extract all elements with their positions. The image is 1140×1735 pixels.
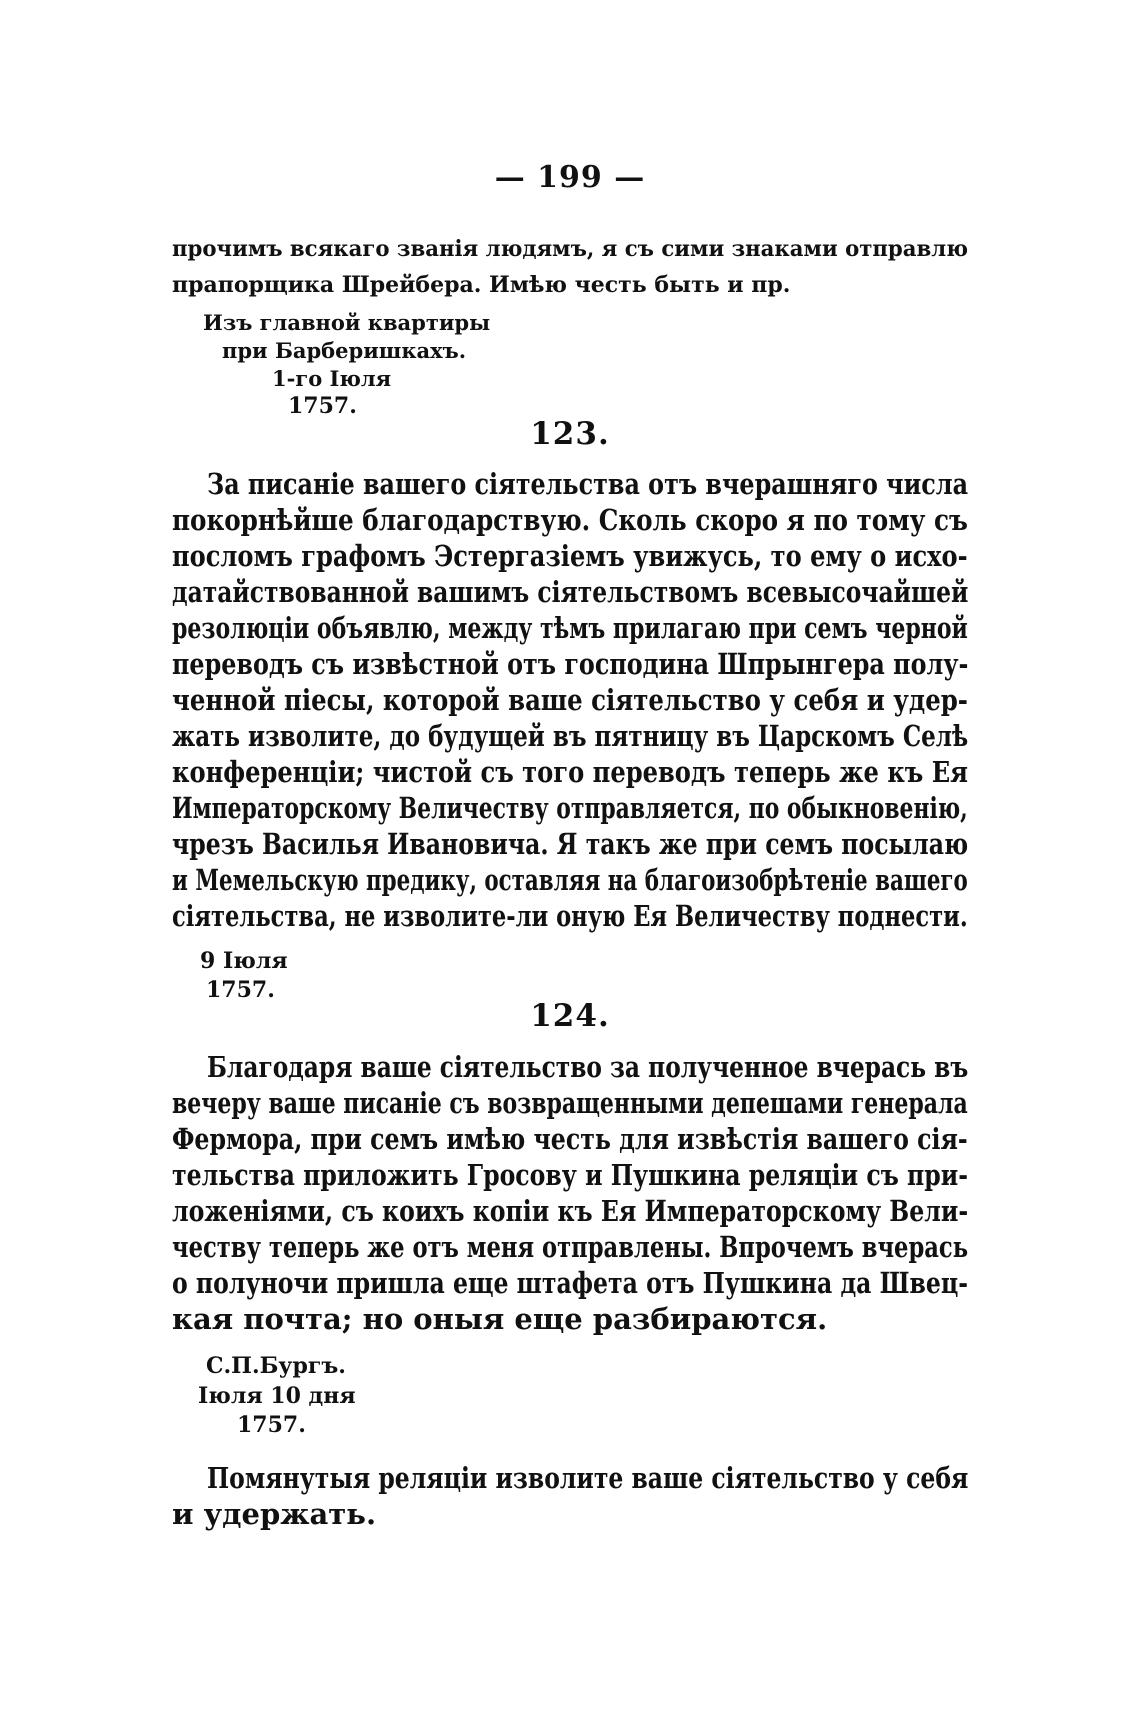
text-line: переводъ съ извѣстной отъ господина Шпрынгера полу-: [172, 647, 969, 681]
text-line: чрезъ Василья Ивановича. Я такъ же при семъ посылаю: [172, 827, 969, 861]
text-line: честву теперь же отъ меня отправлены. Впрочемъ вчерась: [172, 1230, 969, 1264]
text-line: сіятельства, не изволите-ли оную Ея Величеству поднести.: [172, 899, 968, 933]
dateline-line: 1757.: [237, 1412, 306, 1438]
text-line: датайствованной вашимъ сіятельствомъ всевысочайшей: [172, 575, 969, 609]
text-line: вечеру ваше писаніе съ возвращенными депешами генерала: [172, 1086, 968, 1120]
text-line: резолюціи объявлю, между тѣмъ прилагаю при семъ черной: [172, 611, 968, 645]
text-line: прочимъ всякаго званія людямъ, я съ сими знаками отправлю: [172, 236, 969, 262]
letter-number-124: 124.: [530, 998, 610, 1034]
text-line: и Мемельскую предику, оставляя на благоизобрѣтеніе вашего: [172, 863, 968, 897]
text-line: ложеніями, съ коихъ копіи къ Ея Императорскому Вели-: [172, 1194, 969, 1228]
dateline-line: Изъ главной квартиры: [203, 310, 491, 335]
dateline-line: 9 Іюля: [200, 948, 288, 974]
text-line: Императорскому Величеству отправляется, по обыкновенію,: [172, 791, 968, 825]
text-line: За писаніе вашего сіятельства отъ вчерашняго числа: [207, 467, 969, 501]
dateline-line: 1757.: [206, 977, 275, 1003]
text-line: Благодаря ваше сіятельство за полученное вчерась въ: [207, 1050, 969, 1084]
text-line: тельства приложить Гросову и Пушкина реляціи съ при-: [172, 1158, 969, 1192]
text-line: о полуночи пришла еще штафета отъ Пушкина да Швец-: [172, 1266, 969, 1300]
text-line: Фермора, при семъ имѣю честь для извѣстія вашего сія-: [172, 1122, 968, 1156]
page-number: — 199 —: [494, 160, 646, 195]
letter-number-123: 123.: [530, 416, 610, 452]
text-line: кая почта; но оныя еще разбираются.: [172, 1302, 828, 1336]
text-line: прапорщика Шрейбера. Имѣю честь быть и пр.: [172, 272, 791, 298]
text-line: посломъ графомъ Эстергазіемъ увижусь, то ему о исхо-: [172, 539, 968, 573]
text-line: покорнѣйше благодарствую. Сколь скоро я по тому съ: [172, 503, 968, 537]
text-line: ченной піесы, которой ваше сіятельство у себя и удер-: [172, 683, 968, 717]
text-line: жать изволите, до будущей въ пятницу въ Царскомъ Селѣ: [172, 719, 969, 753]
text-line: конференціи; чистой съ того переводъ теперь же къ Ея: [172, 755, 969, 789]
dateline-line: при Барберишкахъ.: [222, 338, 467, 363]
text-line: Помянутыя реляціи изволите ваше сіятельство у себя: [207, 1461, 969, 1495]
dateline-line: 1-го Іюля: [272, 366, 392, 391]
dateline-line: 1757.: [288, 393, 357, 419]
text-line: и удержать.: [172, 1497, 377, 1531]
dateline-line: С.П.Бургъ.: [206, 1353, 346, 1379]
dateline-line: Іюля 10 дня: [198, 1383, 356, 1409]
